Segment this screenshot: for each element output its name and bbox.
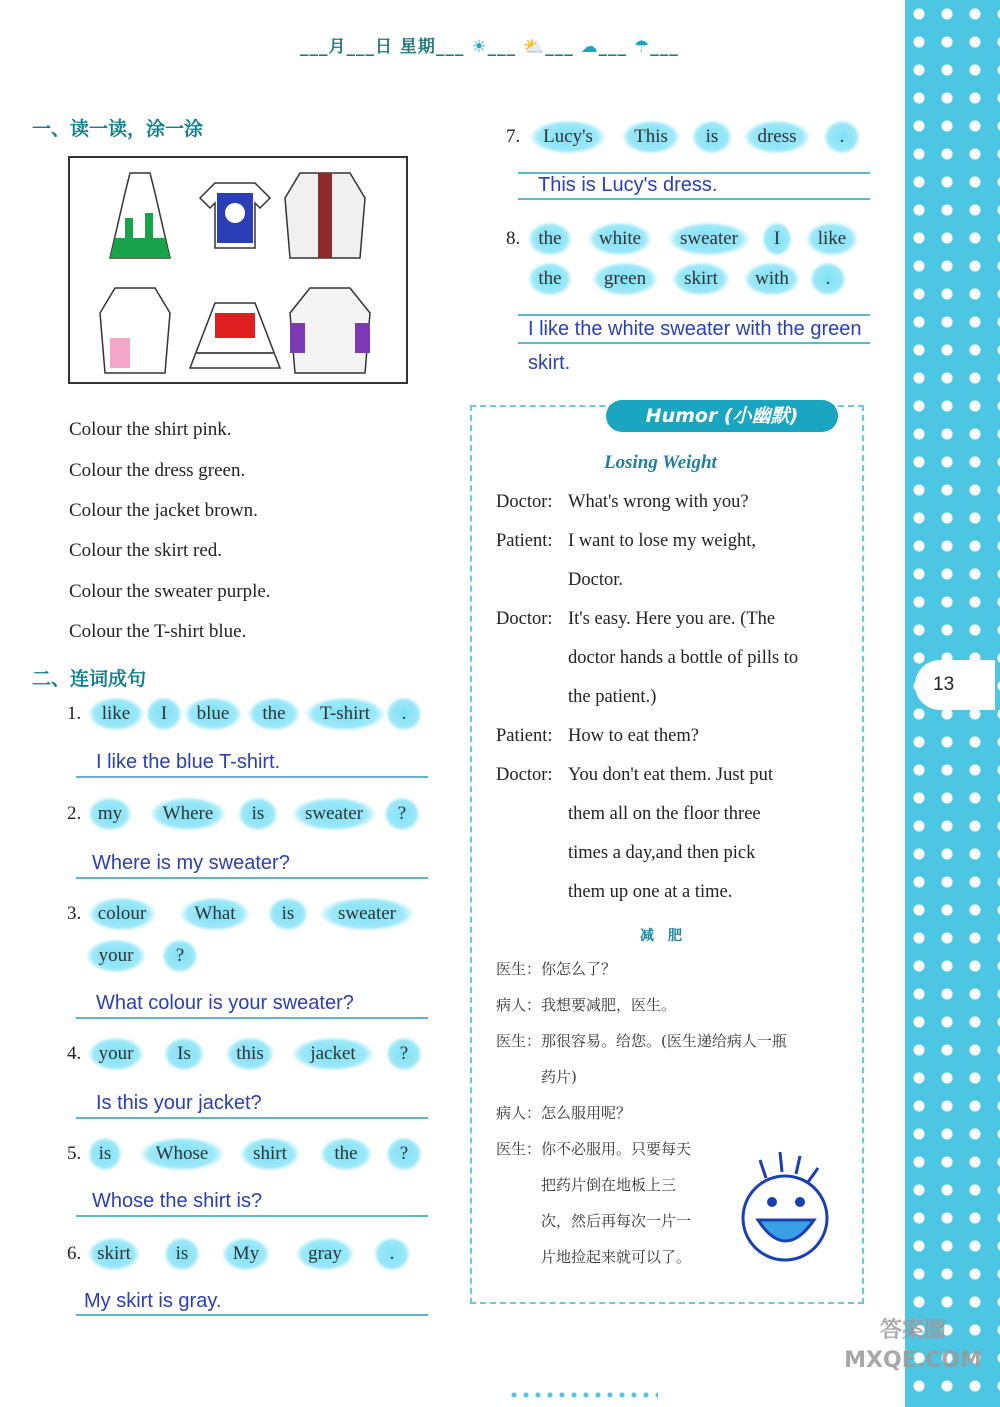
word-tile: colour xyxy=(88,897,156,931)
word-tile: . xyxy=(824,120,860,154)
instruction-6: Colour the T-shirt blue. xyxy=(69,621,247,642)
cn-line: 医生：那很容易。给您。(医生递给病人一瓶 xyxy=(496,1032,787,1050)
word-tile: the xyxy=(320,1137,372,1171)
word-tile: skirt xyxy=(672,262,730,296)
word-tile: ? xyxy=(162,939,198,973)
word-tile: ? xyxy=(384,797,420,831)
answer-8-line2: skirt. xyxy=(528,352,571,374)
dialogue-speaker: Patient: xyxy=(496,726,553,746)
word-tile: ? xyxy=(386,1037,422,1071)
word-tile: green xyxy=(592,262,658,296)
dialogue-line: doctor hands a bottle of pills to xyxy=(568,648,799,668)
word-tile: What xyxy=(180,897,250,931)
word-tile: with xyxy=(744,262,800,296)
word-tile: ? xyxy=(386,1137,422,1171)
shirt-icon xyxy=(100,288,170,373)
word-tile: the xyxy=(528,222,572,256)
word-tile: blue xyxy=(184,697,242,731)
answer-5: Whose the shirt is? xyxy=(92,1190,263,1212)
word-tile: skirt xyxy=(88,1237,140,1271)
instruction-3: Colour the jacket brown. xyxy=(69,500,258,521)
dialogue-line: them all on the floor three xyxy=(568,804,761,824)
cn-line: 医生：你怎么了？ xyxy=(496,960,617,978)
word-tile: my xyxy=(88,797,132,831)
word-tile: gray xyxy=(296,1237,354,1271)
date-header: ___月___日 星期___ ☀___ ⛅___ ☁___ ☂___ xyxy=(300,37,679,57)
page-number: 13 xyxy=(915,660,995,710)
word-tile: your xyxy=(86,939,146,973)
bottom-dots-decoration xyxy=(508,1392,658,1398)
word-tile: jacket xyxy=(292,1037,374,1071)
watermark: 答案圈 MXQE.COM xyxy=(844,1318,982,1373)
word-tile: Whose xyxy=(140,1137,224,1171)
cloudy-icon: ⛅ xyxy=(523,37,546,57)
word-tile: Where xyxy=(150,797,226,831)
word-tile: I xyxy=(146,697,182,731)
word-tile: sweater xyxy=(320,897,414,931)
item-number: 5. xyxy=(67,1143,82,1164)
answer-8-line1: I like the white sweater with the green xyxy=(528,318,862,340)
answer-3: What colour is your sweater? xyxy=(96,992,354,1014)
word-tile: is xyxy=(238,797,278,831)
answer-2: Where is my sweater? xyxy=(92,852,290,874)
item-number: 6. xyxy=(67,1243,82,1264)
word-tile: the xyxy=(528,262,572,296)
word-tile: the xyxy=(248,697,300,731)
cn-line: 病人：怎么服用呢？ xyxy=(496,1104,632,1122)
sunny-icon: ☀ xyxy=(471,37,488,57)
instruction-1: Colour the shirt pink. xyxy=(69,419,232,440)
word-tile: white xyxy=(588,222,652,256)
word-tile: like xyxy=(806,222,858,256)
item-number: 4. xyxy=(67,1043,82,1064)
dialogue-speaker: Doctor: xyxy=(496,765,553,785)
cn-line: 药片) xyxy=(496,1068,577,1086)
answer-line xyxy=(76,877,428,879)
instruction-2: Colour the dress green. xyxy=(69,460,246,481)
jacket-icon xyxy=(285,173,365,258)
answer-4: Is this your jacket? xyxy=(96,1092,262,1114)
word-tile: your xyxy=(88,1037,144,1071)
cn-line: 次，然后再每次一片一 xyxy=(496,1212,692,1230)
answer-line xyxy=(76,776,428,778)
item-number: 7. xyxy=(506,126,521,147)
cn-line: 片地捡起来就可以了。 xyxy=(496,1248,692,1266)
skirt-icon xyxy=(190,303,280,368)
dialogue-line: I want to lose my weight, xyxy=(568,531,757,551)
clothes-illustrations xyxy=(70,158,406,382)
answer-line xyxy=(76,1314,428,1316)
clothes-picture-box xyxy=(68,156,408,384)
word-tile: sweater xyxy=(292,797,376,831)
answer-line xyxy=(76,1117,428,1119)
word-tile: T-shirt xyxy=(305,697,385,731)
word-tile: I xyxy=(762,222,792,256)
answer-line xyxy=(518,172,870,174)
dialogue-speaker: Doctor: xyxy=(496,609,553,629)
word-tile: is xyxy=(88,1137,122,1171)
word-tile: dress xyxy=(744,120,810,154)
dialogue-line: times a day,and then pick xyxy=(568,843,756,863)
dialogue-line: What's wrong with you? xyxy=(568,492,749,512)
word-tile: Is xyxy=(164,1037,204,1071)
humor-badge: Humor (小幽默) xyxy=(606,400,838,432)
dialogue-line: You don't eat them. Just put xyxy=(568,765,773,785)
answer-line xyxy=(76,1215,428,1217)
answer-7: This is Lucy's dress. xyxy=(538,174,718,196)
dress-icon xyxy=(110,173,170,258)
date-line: ___月___日 星期___ xyxy=(300,37,465,57)
word-tile: This xyxy=(622,120,680,154)
word-tile: My xyxy=(222,1237,270,1271)
answer-1: I like the blue T-shirt. xyxy=(96,751,281,773)
humor-title: Losing Weight xyxy=(604,452,717,473)
word-tile: is xyxy=(164,1237,200,1271)
cn-line: 病人：我想要减肥，医生。 xyxy=(496,996,677,1014)
instruction-4: Colour the skirt red. xyxy=(69,540,223,561)
answer-line xyxy=(518,314,870,316)
overcast-icon: ☁ xyxy=(580,37,599,57)
instruction-5: Colour the sweater purple. xyxy=(69,581,271,602)
word-tile: Lucy's xyxy=(530,120,606,154)
dialogue-line: the patient.) xyxy=(568,687,657,707)
answer-line xyxy=(76,1017,428,1019)
word-tile: is xyxy=(692,120,732,154)
section2-title: 二、连词成句 xyxy=(32,668,147,690)
dialogue-speaker: Doctor: xyxy=(496,492,553,512)
rainy-icon: ☂ xyxy=(634,37,651,57)
word-tile: . xyxy=(374,1237,410,1271)
word-tile: shirt xyxy=(240,1137,300,1171)
sweater-icon xyxy=(290,288,370,373)
dialogue-line: How to eat them? xyxy=(568,726,699,746)
answer-6: My skirt is gray. xyxy=(84,1290,222,1312)
word-tile: . xyxy=(386,697,422,731)
section1-title: 一、读一读，涂一涂 xyxy=(32,118,204,140)
answer-line xyxy=(518,198,870,200)
dialogue-speaker: Patient: xyxy=(496,531,553,551)
word-tile: is xyxy=(268,897,308,931)
word-tile: this xyxy=(226,1037,274,1071)
item-number: 2. xyxy=(67,803,82,824)
cn-line: 把药片倒在地板上三 xyxy=(496,1176,677,1194)
item-number: 3. xyxy=(67,903,82,924)
word-tile: . xyxy=(810,262,846,296)
tshirt-icon xyxy=(200,183,270,248)
item-number: 8. xyxy=(506,228,521,249)
cn-title: 减 肥 xyxy=(640,928,682,944)
word-tile: like xyxy=(88,697,144,731)
dialogue-line: It's easy. Here you are. (The xyxy=(568,609,776,629)
dialogue-line: Doctor. xyxy=(568,570,623,590)
item-number: 1. xyxy=(67,703,82,724)
answer-line xyxy=(518,342,870,344)
word-tile: sweater xyxy=(668,222,750,256)
smiley-face-icon xyxy=(730,1150,840,1270)
cn-line: 医生：你不必服用。只要每天 xyxy=(496,1140,692,1158)
dialogue-line: them up one at a time. xyxy=(568,882,733,902)
